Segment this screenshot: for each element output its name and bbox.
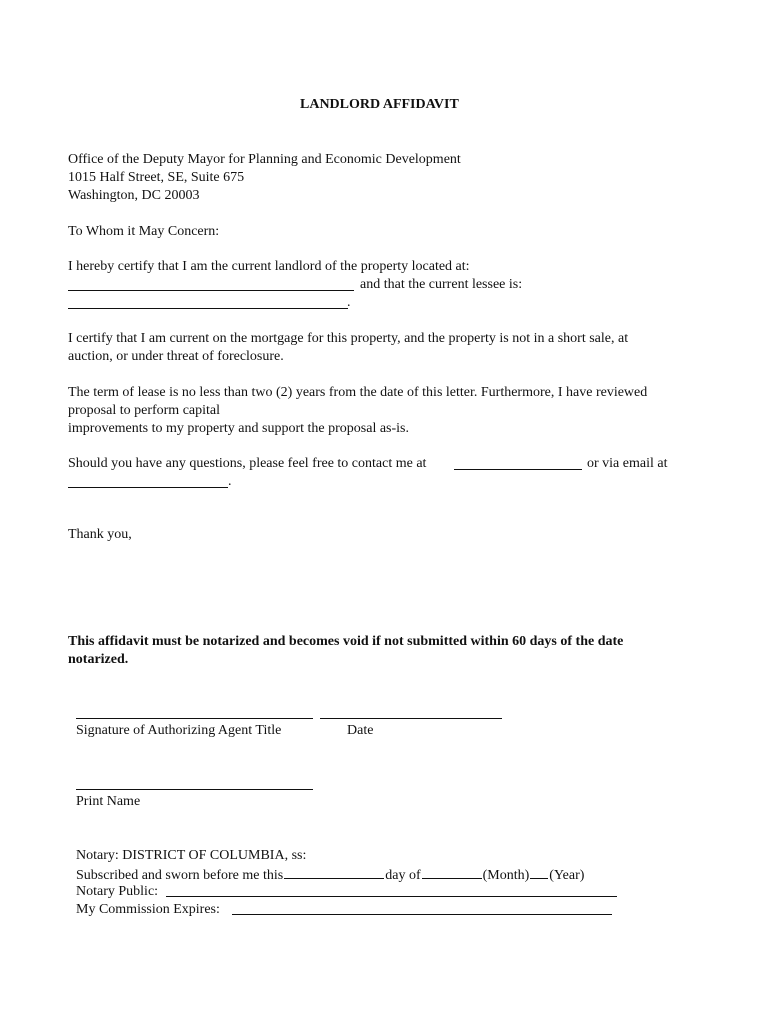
questions-text-start: Should you have any questions, please feel free to contact me at <box>68 456 427 471</box>
date-label: Date <box>347 723 374 738</box>
lessee-name-blank[interactable] <box>68 308 348 309</box>
print-name-label: Print Name <box>76 794 141 809</box>
signature-label: Signature of Authorizing Agent Title <box>76 723 282 738</box>
commission-expires-blank[interactable] <box>232 914 612 915</box>
lease-text-line-2: proposal to perform capital <box>68 403 221 418</box>
address-line-2: 1015 Half Street, SE, Suite 675 <box>68 170 245 185</box>
notary-public-blank[interactable] <box>166 896 617 897</box>
month-text: (Month) <box>482 868 530 883</box>
property-address-blank[interactable] <box>68 290 354 291</box>
address-line-3: Washington, DC 20003 <box>68 188 200 203</box>
lessee-text: and that the current lessee is: <box>360 277 523 292</box>
year-text: (Year) <box>549 868 585 883</box>
address-line-1: Office of the Deputy Mayor for Planning and Economic Development <box>68 152 461 167</box>
notary-notice-line-1: This affidavit must be notarized and becomes void if not submitted within 60 days of the date <box>68 634 624 649</box>
lease-text-line-1: The term of lease is no less than two (2) years from the date of this letter. Furthermore, I have reviewed <box>68 385 648 400</box>
certify-period: . <box>347 295 351 310</box>
salutation: To Whom it May Concern: <box>68 224 220 239</box>
signature-line[interactable] <box>76 718 313 719</box>
mortgage-text-line-2: auction, or under threat of foreclosure. <box>68 349 284 364</box>
contact-phone-blank[interactable] <box>454 469 582 470</box>
notary-jurisdiction: Notary: DISTRICT OF COLUMBIA, ss: <box>76 848 307 863</box>
date-line[interactable] <box>320 718 502 719</box>
notary-public-label: Notary Public: <box>76 884 159 899</box>
document-title: LANDLORD AFFIDAVIT <box>300 97 459 112</box>
mortgage-text-line-1: I certify that I am current on the mortgage for this property, and the property is not in a short sale, at <box>68 331 629 346</box>
sworn-month-blank[interactable] <box>422 865 482 879</box>
certify-text-line-1: I hereby certify that I am the current landlord of the property located at: <box>68 259 470 274</box>
day-of-text: day of <box>385 868 421 883</box>
notary-notice-line-2: notarized. <box>68 652 129 667</box>
questions-period: . <box>228 474 232 489</box>
subscribed-line <box>76 865 584 885</box>
closing-text: Thank you, <box>68 527 132 542</box>
print-name-line[interactable] <box>76 789 313 790</box>
questions-text-end: or via email at <box>587 456 668 471</box>
contact-email-blank[interactable] <box>68 487 228 488</box>
lease-text-line-3: improvements to my property and support the proposal as-is. <box>68 421 409 436</box>
subscribed-text: Subscribed and sworn before me this <box>76 868 284 883</box>
sworn-year-blank[interactable] <box>530 865 548 879</box>
sworn-day-blank[interactable] <box>284 865 384 879</box>
commission-expires-label: My Commission Expires: <box>76 902 220 917</box>
